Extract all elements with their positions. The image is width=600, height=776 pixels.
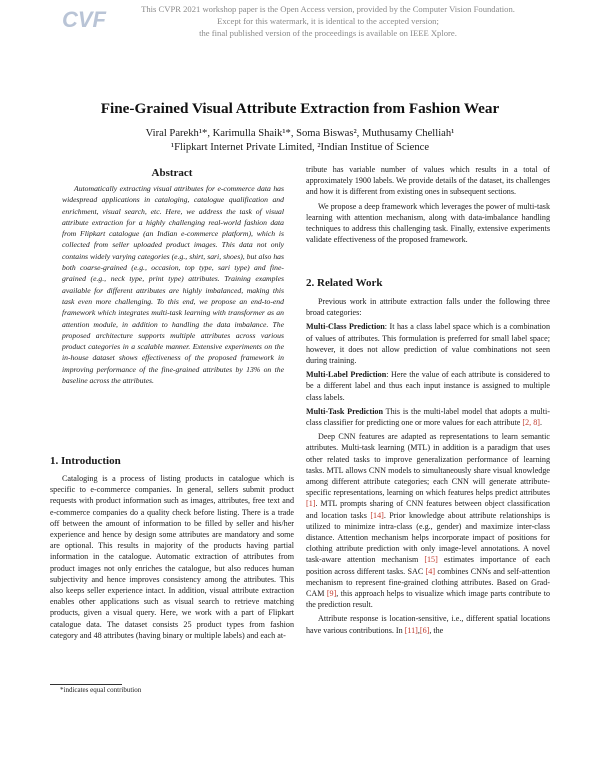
abstract-heading: Abstract [151,167,193,179]
location-paragraph [306,613,550,635]
author-list: Viral Parekh¹*, Karimulla Shaik¹*, Soma Biswas², Muthusamy Chelliah¹ [145,128,455,139]
abstract-body [62,183,284,386]
citation-link[interactable]: [9] [326,589,337,599]
multi-label-label: Multi-Label Prediction [306,370,387,380]
location-text: Attribute response is location-sensitive, i.e., different spatial locations have various contributions. In [306,614,550,635]
author-block [0,127,600,155]
cvf-logo-text: CVF [62,7,106,30]
multi-class-text: : It has a class label space which is a combination of values of attributes. This formulation is preferred for small label space; however, it does not allow prediction of value combinations not seen during training. [306,322,551,366]
section-heading-introduction: 1. Introduction [50,455,121,467]
footnote-rule [50,684,122,685]
multi-label-paragraph [306,369,550,403]
multi-class-paragraph [306,321,550,366]
related-intro-paragraph: Previous work in attribute extraction falls under the following three broad categories: [306,297,550,318]
citation-link[interactable]: [15] [424,555,438,565]
location-text: , [417,625,420,635]
footnote: *indicates equal contribution [60,686,142,694]
deep-cnn-text: . Prior knowledge about attribute relationships is utilized to minimize intra-class (e.g., gender) and maximize inter-class distance. Attention mechanism helps incorporate impact of positions for clothing attribute prediction with only image-level annotations. A novel task-aware attention mechanism [306,510,551,565]
deep-cnn-text: combines CNNs and self-attention mechanism to represent fine-grained clothing attributes. Based on Grad-CAM [306,566,550,599]
multi-task-label: Multi-Task Prediction [306,406,383,416]
right-column-intro [306,164,550,248]
citation-link[interactable]: [2, 8] [522,418,540,428]
multi-label-text: : Here the value of each attribute is considered to be a different label and thus each input instance is assigned to multiple class labels. [306,370,550,402]
intro-continuation: tribute has variable number of values which results in a total of approximately 1900 labels. We provide details of the dataset, its challenges and how it is different from existing ones in subsequent sections. [306,165,550,197]
location-text: , the [429,625,444,635]
multi-task-text: This is the multi-label model that adopts a multi-class classifier for predicting one or more values for each attribute [306,406,550,428]
related-work-body [306,296,550,639]
paper-title: Fine-Grained Visual Attribute Extraction from Fashion Wear [100,100,500,117]
citation-link[interactable]: [14] [370,510,384,520]
multi-task-paragraph: Multi-Task Prediction This is the multi-label model that adopts a multi-class classifier for predicting one or more values for each attribute [2, 8]. [306,406,550,428]
citation-link[interactable]: [1] [306,499,316,509]
deep-cnn-text: . MTL prompts sharing of CNN features between object classification and location tasks [306,499,550,520]
citation-link[interactable]: [4] [425,566,436,576]
watermark-notice [118,3,538,39]
deep-cnn-text: Deep CNN features are adapted as representations to learn semantic attributes. Multi-task learning (MTL) in addition is a paradigm that uses other related tasks to improve generalization performance of learning tasks. MTL allows CNN models to simultaneously share visual knowledge among different attribute categories; each CNN will generate attribute-specific representations, learning on which features helps predict attributes [306,432,550,498]
section-heading-related-work: 2. Related Work [306,277,383,289]
deep-cnn-text: estimates importance of each position across different tasks. SAC [306,555,550,576]
intro-proposal-paragraph: We propose a deep framework which leverages the power of multi-task learning with attention mechanism, along with data-imbalance handling techniques to address this challenging task. Finally, extensive experiments validate effectiveness of the proposed framework. [306,201,550,245]
affiliation-list: ¹Flipkart Internet Private Limited, ²Indian Institue of Science [170,142,430,153]
multi-class-label: Multi-Class Prediction [306,322,385,332]
watermark-line: Except for this watermark, it is identical to the accepted version; [217,16,439,26]
watermark-line: the final published version of the proceedings is available on IEEE Xplore. [199,28,457,38]
introduction-body [50,473,294,644]
deep-cnn-text: , this approach helps to visualize which image parts contribute to the prediction result. [306,589,550,610]
introduction-paragraph: Cataloging is a process of listing products in catalogue which is specific to e-commerce companies. In general, sellers submit product requests with product information such as images, attributes, free text and e-commerce companies do a quality check before listing. There is a trade off between the amount of information to be filled by seller and his/her experience and hence by design some attributes are mandatory and some are optional. This results in majority of the products having partial information in the catalogue. Automatic extraction of attributes from product images not only enriches the catalogue, but also reduces human subjectivity and hence improves consistency among the attributes. This also keeps seller experience intact. In addition, visual attribute extraction enables other applications such as visual search to retrieve matching products, given a visual query. Here, we work with a part of Flipkart catalogue data. The dataset consists 25 product types from fashion category and 48 attributes (having binary or multiple labels) and each at- [50,474,294,640]
abstract-text: Automatically extracting visual attributes for e-commerce data has widespread applications in cataloging, catalogue qualification and enrichment, visual search, etc. Here, we address the task of visual attribute extraction for a highly challenging real-world fashion data from Flipkart catalogue (an Indian e-commerce platform), which is collected from seller uploaded product images. This data not only contains widely varying categories (e.g., shirt, sari, shoes), but also has both coarse-grained (e.g., occasion, top type, sari type) and fine-grained (e.g., neck type, print type) attributes. Training examples available for different attributes are highly imbalanced, making this task even more challenging. To this end, we propose an end-to-end framework which integrates multi-task learning with transformer as an attention module, in addition to handling the data imbalance. The proposed architecture supports multiple attributes across various product categories in a scalable manner. Extensive experiments on the in-house dataset shows effectiveness of the proposed framework in improving performance of the fine-grained attributes by 13% on the baseline across the attributes. [62,184,284,386]
citation-link[interactable]: [11] [404,625,418,635]
cvf-logo [62,6,108,30]
deep-cnn-paragraph [306,431,550,610]
citation-link[interactable]: [6] [419,625,430,635]
watermark-line: This CVPR 2021 workshop paper is the Open Access version, provided by the Computer Vision Foundation. [141,4,515,14]
